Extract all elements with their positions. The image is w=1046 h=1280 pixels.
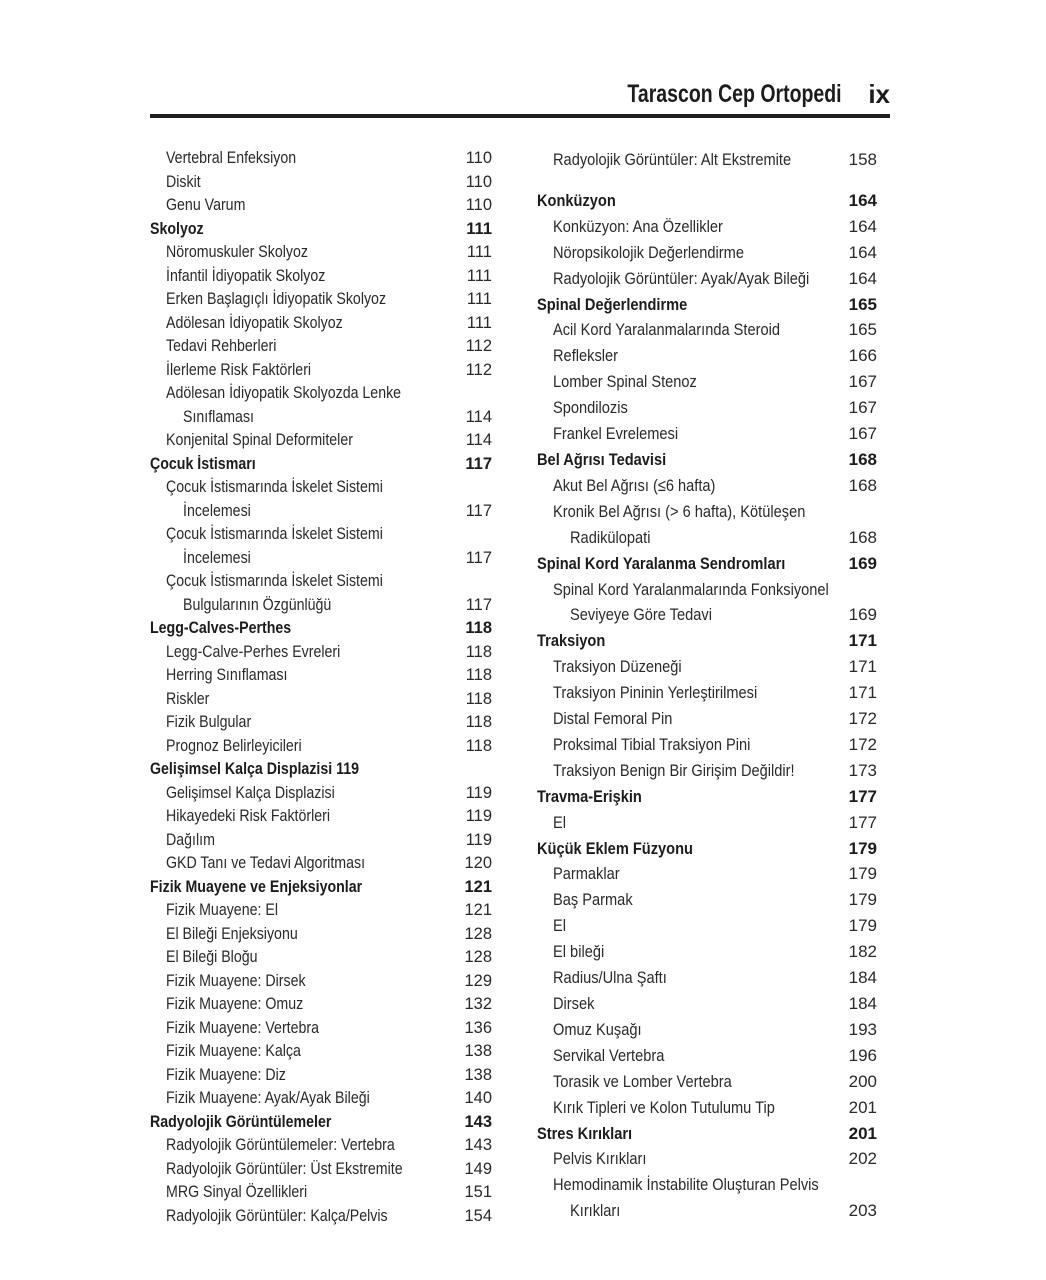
toc-entry-label: Legg-Calve-Perhes Evreleri <box>166 642 341 661</box>
toc-entry-label: İncelemesi <box>183 501 251 520</box>
toc-entry-label: Torasik ve Lomber Vertebra <box>553 1071 732 1091</box>
toc-entry-page: 167 <box>848 424 877 444</box>
toc-entry <box>150 664 492 688</box>
toc-entry-label: Fizik Muayene: Diz <box>166 1065 286 1084</box>
toc-section-heading <box>537 447 877 473</box>
toc-section-heading <box>537 784 877 810</box>
toc-entry <box>150 265 492 289</box>
toc-entry-page: 201 <box>848 1097 877 1117</box>
toc-section-heading <box>150 218 492 242</box>
toc-entry-label: El Bileği Enjeksiyonu <box>166 924 298 943</box>
toc-entry-page: 165 <box>848 294 877 314</box>
toc-entry-label: Diskit <box>166 172 201 191</box>
toc-section-heading <box>150 758 492 782</box>
toc-entry-page: 136 <box>464 1018 492 1037</box>
toc-entry <box>150 1181 492 1205</box>
toc-entry-label: Radyolojik Görüntüler: Alt Ekstremite <box>553 150 792 169</box>
toc-entry <box>150 1205 492 1229</box>
toc-entry-label: Kırık Tipleri ve Kolon Tutulumu Tip <box>553 1097 775 1117</box>
toc-entry-label: Traksiyon Pininin Yerleştirilmesi <box>553 683 758 703</box>
toc-entry-page: 173 <box>848 760 877 780</box>
toc-entry <box>537 369 877 395</box>
toc-entry-label: Distal Femoral Pin <box>553 709 673 729</box>
toc-entry-label: Spinal Kord Yaralanma Sendromları <box>537 553 786 573</box>
toc-entry-label: El <box>553 812 567 832</box>
toc-entry-label: Radyolojik Görüntüler: Ayak/Ayak Bileği <box>553 268 810 288</box>
toc-entry-page: 119 <box>465 807 492 825</box>
toc-entry <box>150 476 492 500</box>
toc-entry-label: El Bileği Bloğu <box>166 948 258 966</box>
toc-entry <box>150 970 492 994</box>
toc-entry <box>537 1043 877 1069</box>
toc-entry-label: Kronik Bel Ağrısı (> 6 hafta), Kötüleşen <box>553 501 806 521</box>
toc-entry <box>537 939 877 965</box>
toc-entry <box>537 1172 877 1198</box>
toc-entry-page: 151 <box>464 1183 492 1201</box>
book-title: Tarascon Cep Ortopedi <box>627 80 842 108</box>
toc-entry-label: Fizik Bulgular <box>166 713 252 731</box>
toc-entry-page: 118 <box>465 713 492 731</box>
toc-entry-label: MRG Sinyal Özellikleri <box>166 1183 308 1201</box>
toc-entry-page: 121 <box>464 877 492 896</box>
toc-entry-page: 179 <box>848 864 877 884</box>
toc-entry-page: 164 <box>848 242 877 262</box>
toc-section-heading <box>150 617 492 641</box>
toc-entry <box>150 923 492 947</box>
toc-entry <box>537 421 877 447</box>
toc-entry-page: 172 <box>848 734 877 754</box>
toc-entry-label: Traksiyon Düzeneği <box>553 657 682 677</box>
toc-section-heading <box>150 876 492 900</box>
toc-entry <box>150 147 492 171</box>
toc-entry-page: 111 <box>466 219 492 238</box>
toc-entry <box>150 1134 492 1158</box>
toc-entry-page: 119 <box>465 830 492 849</box>
toc-entry-page: 118 <box>465 619 492 637</box>
toc-entry-page: 182 <box>848 942 877 962</box>
toc-entry-page: 158 <box>848 150 877 169</box>
toc-entry-label: Lomber Spinal Stenoz <box>553 372 697 392</box>
toc-entry <box>150 711 492 735</box>
toc-entry-page: 120 <box>464 854 492 872</box>
toc-entry-label: Adölesan İdiyopatik Skolyozda Lenke <box>166 384 402 402</box>
toc-entry-page: 111 <box>466 290 492 308</box>
toc-entry-label: Servikal Vertebra <box>553 1045 665 1065</box>
toc-entry-page: 166 <box>848 346 877 366</box>
toc-entry-label: Erken Başlagıçlı İdiyopatik Skolyoz <box>166 290 387 308</box>
toc-entry-page: 118 <box>465 736 492 755</box>
page-number: ix <box>868 79 890 109</box>
toc-entry <box>150 335 492 359</box>
toc-entry-page: 168 <box>848 475 877 495</box>
toc-entry-label: GKD Tanı ve Tedavi Algoritması <box>166 854 366 872</box>
toc-entry-page: 184 <box>848 968 877 988</box>
toc-entry-page: 179 <box>848 890 877 910</box>
toc-entry-label: Dirsek <box>553 994 595 1013</box>
toc-entry-label: Akut Bel Ağrısı (≤6 hafta) <box>553 475 716 495</box>
toc-entry <box>537 499 877 525</box>
toc-entry-page: 169 <box>848 553 877 573</box>
toc-entry-page: 121 <box>464 901 492 919</box>
toc-entry <box>537 602 877 628</box>
toc-section-heading <box>537 188 877 214</box>
toc-entry-label: Adölesan İdiyopatik Skolyoz <box>166 313 343 332</box>
toc-entry-label: Konküzyon <box>537 190 616 210</box>
toc-entry-label: Spondilozis <box>553 398 628 418</box>
toc-entry <box>537 577 877 603</box>
toc-entry <box>150 312 492 336</box>
toc-entry <box>537 1095 877 1121</box>
toc-entry <box>150 993 492 1017</box>
toc-entry <box>537 680 877 706</box>
toc-entry-label: Hikayedeki Risk Faktörleri <box>166 807 331 825</box>
toc-entry-label: Çocuk İstismarında İskelet Sistemi <box>166 572 383 590</box>
toc-section-heading <box>150 453 492 477</box>
toc-entry <box>537 525 877 551</box>
toc-entry-label: El bileği <box>553 942 605 962</box>
toc-entry <box>150 852 492 876</box>
toc-entry-label: Prognoz Belirleyicileri <box>166 736 302 755</box>
toc-entry-label: Spinal Kord Yaralanmalarında Fonksiyonel <box>553 579 829 599</box>
toc-entry-page: 172 <box>848 709 877 729</box>
toc-entry <box>537 965 877 991</box>
toc-entry-page: 119 <box>465 783 492 802</box>
toc-entry-page: 138 <box>464 1065 492 1084</box>
running-header <box>150 76 890 120</box>
toc-entry-label: Radyolojik Görüntülemeler <box>150 1112 332 1131</box>
toc-entry <box>150 1158 492 1182</box>
toc-entry-label: Frankel Evrelemesi <box>553 424 679 444</box>
toc-entry <box>150 359 492 383</box>
toc-entry-label: Radikülopati <box>570 527 651 547</box>
toc-entry-label: Konjenital Spinal Deformiteler <box>166 431 353 449</box>
toc-entry-label: Herring Sınıflaması <box>166 666 288 684</box>
toc-entry <box>150 429 492 453</box>
toc-entry <box>150 382 492 406</box>
toc-entry <box>150 523 492 547</box>
toc-entry <box>537 706 877 732</box>
toc-entry-label: Çocuk İstismarında İskelet Sistemi <box>166 478 383 496</box>
toc-entry-label: Baş Parmak <box>553 890 633 910</box>
toc-entry-page: 171 <box>848 683 877 703</box>
toc-entry-label: Hemodinamik İnstabilite Oluşturan Pelvis <box>553 1175 819 1195</box>
toc-entry-label: Küçük Eklem Füzyonu <box>537 838 693 858</box>
toc-entry-label: İlerleme Risk Faktörleri <box>166 360 312 379</box>
toc-entry-label: Çocuk İstismarında İskelet Sistemi <box>166 525 383 543</box>
toc-entry <box>537 1146 877 1172</box>
toc-entry-page: 110 <box>465 196 492 214</box>
toc-entry <box>537 654 877 680</box>
toc-entry-label: Radyolojik Görüntüler: Kalça/Pelvis <box>166 1206 388 1225</box>
toc-section-heading <box>537 836 877 862</box>
toc-entry-label: Stres Kırıkları <box>537 1123 633 1143</box>
toc-entry-page: 169 <box>848 605 877 625</box>
toc-entry-page: 143 <box>464 1112 492 1131</box>
toc-entry <box>537 473 877 499</box>
toc-entry <box>150 1017 492 1041</box>
toc-entry-label: Kırıkları <box>570 1201 621 1221</box>
toc-entry-page: 164 <box>848 216 877 236</box>
toc-entry-label: Radius/Ulna Şaftı <box>553 968 667 988</box>
toc-entry-page: 154 <box>464 1206 492 1225</box>
toc-entry-label: Tedavi Rehberleri <box>166 337 277 355</box>
toc-entry-page: 132 <box>464 995 492 1013</box>
toc-entry-page: 118 <box>465 689 492 708</box>
toc-entry-label: Traksiyon <box>537 631 606 651</box>
toc-entry-page: 118 <box>465 666 492 684</box>
toc-entry <box>537 147 877 173</box>
toc-entry <box>537 1069 877 1095</box>
toc-section-heading <box>537 551 877 577</box>
header-rule <box>150 114 890 118</box>
toc-entry <box>537 266 877 292</box>
toc-entry-label: Konküzyon: Ana Özellikler <box>553 216 723 236</box>
toc-left-column <box>150 147 492 1228</box>
toc-entry-label: Çocuk İstismarı <box>150 454 256 473</box>
toc-entry-label: Radyolojik Görüntülemeler: Vertebra <box>166 1136 395 1154</box>
toc-entry-label: Fizik Muayene: Omuz <box>166 995 304 1013</box>
toc-entry-page: 111 <box>466 313 492 332</box>
toc-entry-page: 203 <box>848 1201 877 1221</box>
toc-entry-page: 114 <box>465 407 492 426</box>
toc-entry-page: 177 <box>848 786 877 806</box>
toc-entry <box>537 343 877 369</box>
toc-entry-label: Fizik Muayene ve Enjeksiyonlar <box>150 877 363 896</box>
toc-entry <box>537 732 877 758</box>
toc-entry-page: 167 <box>848 398 877 418</box>
toc-entry <box>537 810 877 836</box>
toc-entry-page: 164 <box>848 190 877 210</box>
toc-entry-page: 111 <box>466 266 492 285</box>
toc-entry-page: 117 <box>465 501 492 520</box>
toc-entry-label: Bulgularının Özgünlüğü <box>183 595 332 614</box>
toc-entry <box>150 171 492 195</box>
toc-entry <box>537 214 877 240</box>
toc-entry-page: 110 <box>465 172 492 191</box>
toc-entry-label: Pelvis Kırıkları <box>553 1149 647 1169</box>
toc-entry-page: 164 <box>848 268 877 288</box>
toc-entry <box>150 500 492 524</box>
toc-section-heading <box>537 628 877 654</box>
toc-entry <box>537 1198 877 1224</box>
toc-entry-page: 171 <box>848 631 877 651</box>
toc-section-heading <box>537 1121 877 1147</box>
toc-entry-label: Fizik Muayene: Dirsek <box>166 971 306 990</box>
toc-entry <box>537 887 877 913</box>
toc-entry-label: Legg-Calves-Perthes <box>150 619 292 637</box>
toc-entry <box>537 395 877 421</box>
toc-entry-label: Spinal Değerlendirme <box>537 294 688 314</box>
toc-entry-label: Refleksler <box>553 346 619 366</box>
toc-entry <box>150 570 492 594</box>
toc-entry-page: 112 <box>465 360 492 379</box>
toc-entry-page: 202 <box>848 1149 877 1169</box>
toc-entry-label: El <box>553 916 567 936</box>
toc-entry <box>150 1040 492 1064</box>
toc-entry-page: 193 <box>848 1019 877 1039</box>
toc-entry-page: 168 <box>848 527 877 547</box>
toc-entry <box>150 899 492 923</box>
toc-entry-label: Proksimal Tibial Traksiyon Pini <box>553 734 751 754</box>
toc-right-column <box>537 147 877 1224</box>
toc-entry-label: Dağılım <box>166 830 215 849</box>
toc-entry-label: Bel Ağrısı Tedavisi <box>537 449 667 469</box>
toc-entry-label: Sınıflaması <box>183 407 254 426</box>
toc-entry-page: 149 <box>464 1159 492 1178</box>
toc-entry <box>150 946 492 970</box>
toc-entry-page: 184 <box>848 994 877 1013</box>
toc-entry-label: Gelişimsel Kalça Displazisi <box>166 783 335 802</box>
toc-entry <box>150 805 492 829</box>
toc-entry-label: Vertebral Enfeksiyon <box>166 149 297 167</box>
toc-entry-page: 171 <box>848 657 877 677</box>
toc-entry-page: 129 <box>464 971 492 990</box>
toc-entry-page: 114 <box>465 431 492 449</box>
toc-entry-page: 128 <box>464 948 492 966</box>
toc-entry-page: 110 <box>465 149 492 167</box>
toc-entry-label: Traksiyon Benign Bir Girişim Değildir! <box>553 760 795 780</box>
toc-entry-label: Nöromuskuler Skolyoz <box>166 243 308 261</box>
toc-entry <box>537 913 877 939</box>
toc-entry-label: İnfantil İdiyopatik Skolyoz <box>166 266 326 285</box>
toc-entry-page: 168 <box>848 449 877 469</box>
toc-entry-label: Fizik Muayene: Vertebra <box>166 1018 320 1037</box>
toc-entry <box>537 861 877 887</box>
toc-entry-page: 143 <box>464 1136 492 1154</box>
toc-entry-page: 138 <box>464 1042 492 1060</box>
toc-entry <box>537 240 877 266</box>
toc-entry-page: 117 <box>465 595 492 614</box>
toc-entry-page: 111 <box>466 243 492 261</box>
toc-entry <box>537 758 877 784</box>
toc-entry <box>537 317 877 343</box>
toc-section-heading <box>537 292 877 318</box>
toc-entry-label: Genu Varum <box>166 196 246 214</box>
toc-entry-label: Fizik Muayene: Kalça <box>166 1042 301 1060</box>
toc-entry-label: Nöropsikolojik Değerlendirme <box>553 242 744 262</box>
toc-entry-label: Travma-Erişkin <box>537 786 642 806</box>
toc-entry-page: 165 <box>848 320 877 340</box>
toc-entry <box>150 688 492 712</box>
toc-entry-label: Parmaklar <box>553 864 620 884</box>
toc-entry-label: Fizik Muayene: El <box>166 901 278 919</box>
toc-entry-page: 112 <box>465 337 492 355</box>
toc-entry <box>150 1087 492 1111</box>
toc-entry <box>150 547 492 571</box>
toc-entry-label: İncelemesi <box>183 548 251 567</box>
toc-section-heading <box>150 1111 492 1135</box>
toc-entry-label: Gelişimsel Kalça Displazisi 119 <box>150 760 360 778</box>
toc-entry <box>537 1017 877 1043</box>
toc-entry <box>150 735 492 759</box>
toc-entry <box>150 194 492 218</box>
toc-entry-label: Fizik Muayene: Ayak/Ayak Bileği <box>166 1089 370 1107</box>
toc-entry-page: 117 <box>465 454 492 473</box>
toc-entry <box>150 782 492 806</box>
toc-entry <box>150 1064 492 1088</box>
toc-entry-page: 118 <box>465 642 492 661</box>
toc-entry-label: Riskler <box>166 689 210 708</box>
toc-entry-page: 179 <box>848 838 877 858</box>
toc-entry-label: Omuz Kuşağı <box>553 1019 642 1039</box>
toc-entry-label: Radyolojik Görüntüler: Üst Ekstremite <box>166 1159 403 1178</box>
toc-entry-page: 117 <box>465 548 492 567</box>
toc-entry-label: Seviyeye Göre Tedavi <box>570 605 712 625</box>
toc-entry-page: 177 <box>848 812 877 832</box>
toc-entry <box>150 406 492 430</box>
toc-entry <box>150 288 492 312</box>
toc-entry-page: 200 <box>848 1071 877 1091</box>
toc-entry <box>537 991 877 1017</box>
toc-entry <box>150 594 492 618</box>
toc-entry <box>150 241 492 265</box>
toc-entry <box>150 641 492 665</box>
toc-entry-page: 128 <box>464 924 492 943</box>
toc-entry-page: 140 <box>464 1089 492 1107</box>
toc-entry-page: 196 <box>848 1045 877 1065</box>
toc-entry-label: Skolyoz <box>150 219 204 238</box>
toc-entry-page: 179 <box>848 916 877 936</box>
toc-entry-page: 167 <box>848 372 877 392</box>
toc-entry <box>150 829 492 853</box>
toc-entry-page: 201 <box>848 1123 877 1143</box>
toc-entry-label: Acil Kord Yaralanmalarında Steroid <box>553 320 781 340</box>
